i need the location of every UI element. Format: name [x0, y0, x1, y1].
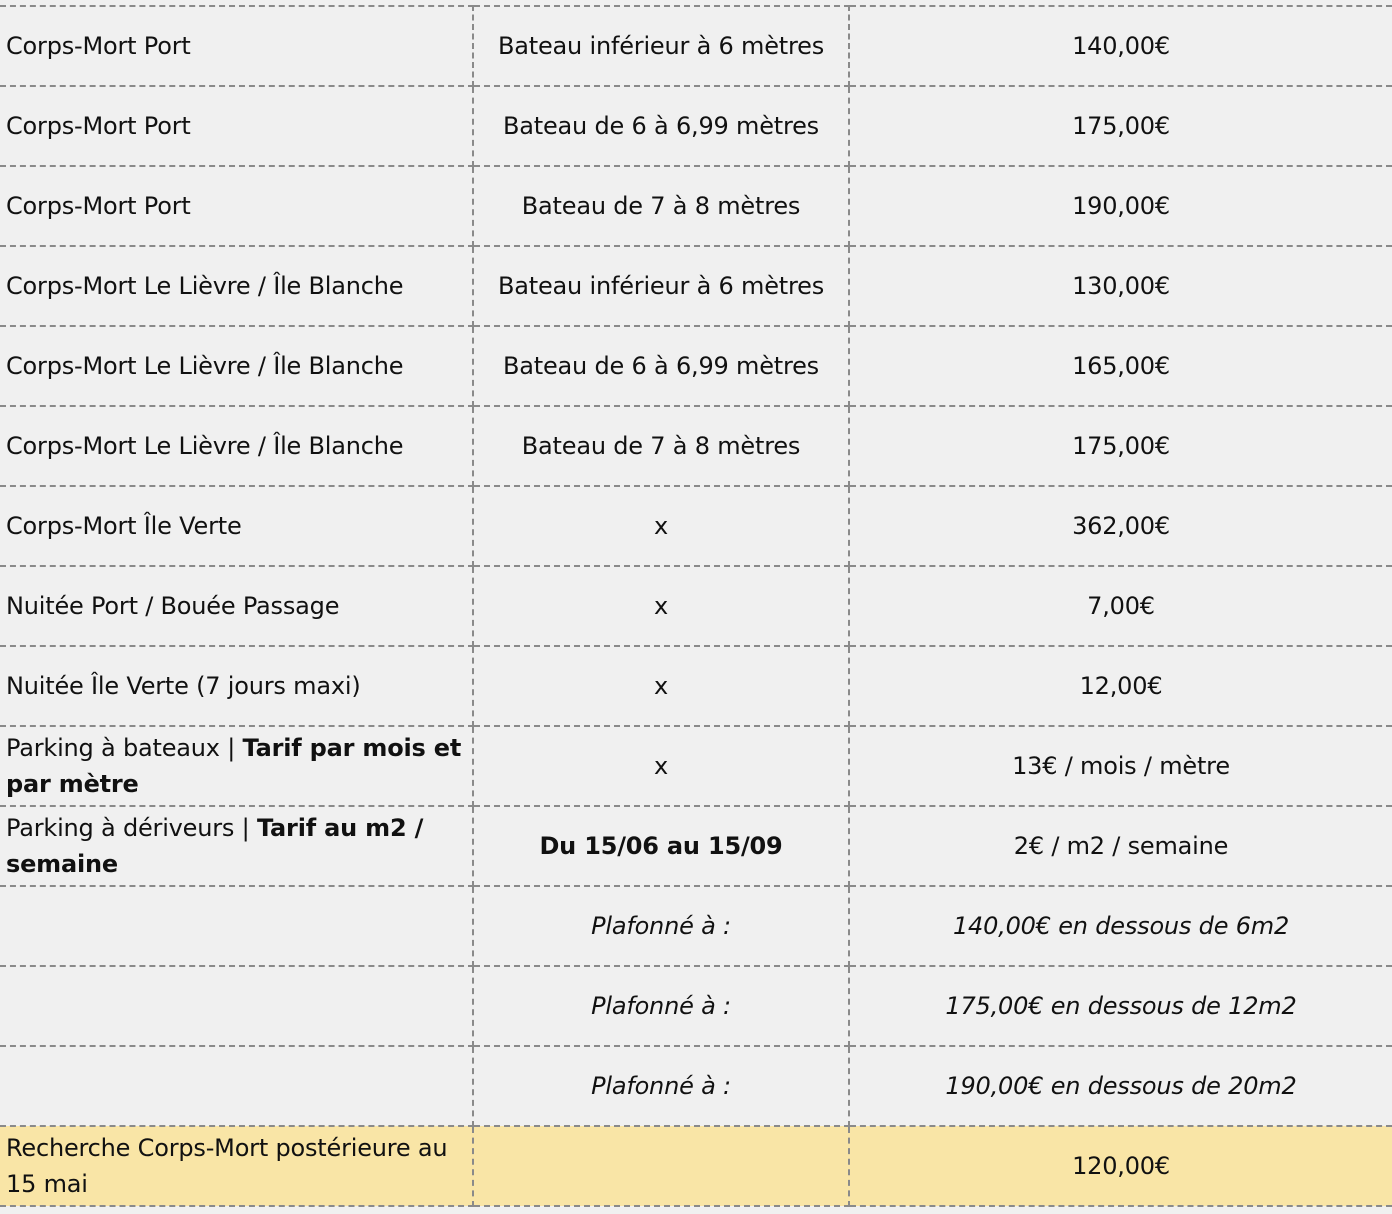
- table-row-plafond: [0, 966, 1392, 1046]
- empty-cell: [0, 966, 473, 1046]
- size-cell: x: [473, 646, 849, 726]
- plafond-value: 175,00€ en dessous de 12m2: [849, 966, 1392, 1046]
- recherche-label: Recherche Corps-Mort postérieure au 15 mai: [0, 1126, 473, 1206]
- price-cell: 175,00€: [849, 86, 1392, 166]
- size-cell: Bateau inférieur à 6 mètres: [473, 246, 849, 326]
- plafond-label: Plafonné à :: [473, 1046, 849, 1126]
- size-cell: Bateau de 7 à 8 mètres: [473, 166, 849, 246]
- size-cell: Bateau de 7 à 8 mètres: [473, 406, 849, 486]
- price-cell: 130,00€: [849, 246, 1392, 326]
- table-row-plafond: [0, 886, 1392, 966]
- place-cell: Corps-Mort Port: [0, 86, 473, 166]
- table-row-plafond: [0, 1046, 1392, 1126]
- price-cell: 362,00€: [849, 486, 1392, 566]
- parking-deriveurs-label: Parking à dériveurs |: [6, 814, 257, 842]
- price-cell: 140,00€: [849, 6, 1392, 86]
- parking-deriveurs-tarif: Tarif au m2 / semaine: [6, 814, 424, 878]
- table-row-recherche: [0, 1126, 1392, 1206]
- size-cell: x: [473, 566, 849, 646]
- size-cell: Bateau inférieur à 6 mètres: [473, 6, 849, 86]
- empty-cell: [0, 886, 473, 966]
- price-cell: 2€ / m2 / semaine: [849, 806, 1392, 886]
- price-cell: 12,00€: [849, 646, 1392, 726]
- parking-bateaux-tarif: Tarif par mois et par mètre: [6, 734, 462, 798]
- place-cell: Corps-Mort Le Lièvre / Île Blanche: [0, 326, 473, 406]
- price-cell: 13€ / mois / mètre: [849, 726, 1392, 806]
- size-cell: x: [473, 486, 849, 566]
- place-cell: Corps-Mort Port: [0, 166, 473, 246]
- place-cell: [0, 806, 473, 886]
- size-cell: Bateau de 6 à 6,99 mètres: [473, 86, 849, 166]
- table-row: [0, 326, 1392, 406]
- parking-bateaux-label: Parking à bateaux |: [6, 734, 243, 762]
- empty-cell: [473, 1126, 849, 1206]
- table-row: [0, 86, 1392, 166]
- plafond-value: 190,00€ en dessous de 20m2: [849, 1046, 1392, 1126]
- tarifs-table: [0, 5, 1392, 1207]
- plafond-label: Plafonné à :: [473, 886, 849, 966]
- table-row: [0, 646, 1392, 726]
- table-row: [0, 566, 1392, 646]
- recherche-price: 120,00€: [849, 1126, 1392, 1206]
- table-row: [0, 246, 1392, 326]
- empty-cell: [0, 1046, 473, 1126]
- place-cell: Corps-Mort Île Verte: [0, 486, 473, 566]
- plafond-label: Plafonné à :: [473, 966, 849, 1046]
- price-cell: 165,00€: [849, 326, 1392, 406]
- price-cell: 175,00€: [849, 406, 1392, 486]
- price-cell: 190,00€: [849, 166, 1392, 246]
- table-row: [0, 166, 1392, 246]
- period-cell: Du 15/06 au 15/09: [473, 806, 849, 886]
- place-cell: Corps-Mort Port: [0, 6, 473, 86]
- place-cell: Nuitée Île Verte (7 jours maxi): [0, 646, 473, 726]
- table-row-parking-bateaux: [0, 726, 1392, 806]
- place-cell: Corps-Mort Le Lièvre / Île Blanche: [0, 246, 473, 326]
- table-row-parking-deriveurs: [0, 806, 1392, 886]
- place-cell: Corps-Mort Le Lièvre / Île Blanche: [0, 406, 473, 486]
- price-cell: 7,00€: [849, 566, 1392, 646]
- table-row: [0, 406, 1392, 486]
- table-row: [0, 486, 1392, 566]
- place-cell: [0, 726, 473, 806]
- table-row: [0, 6, 1392, 86]
- plafond-value: 140,00€ en dessous de 6m2: [849, 886, 1392, 966]
- size-cell: x: [473, 726, 849, 806]
- size-cell: Bateau de 6 à 6,99 mètres: [473, 326, 849, 406]
- place-cell: Nuitée Port / Bouée Passage: [0, 566, 473, 646]
